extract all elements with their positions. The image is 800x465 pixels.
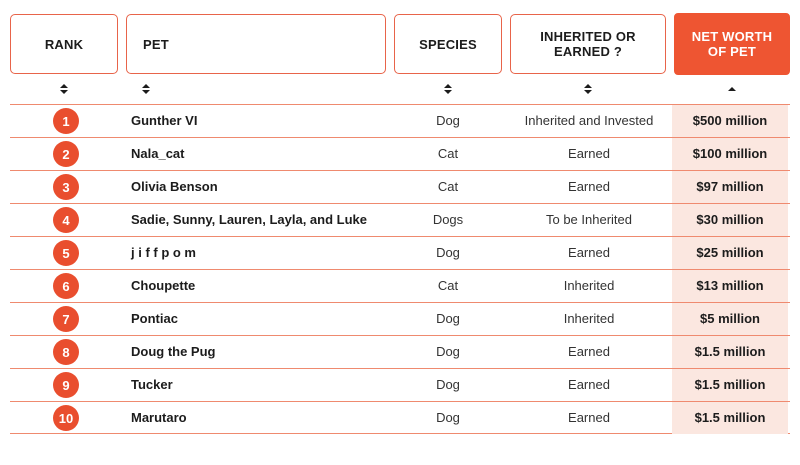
header-source[interactable]	[510, 14, 666, 74]
pet-species: Dog	[436, 311, 460, 326]
net-worth-value: $1.5 million	[672, 402, 788, 434]
net-worth-value: $5 million	[672, 303, 788, 335]
wealth-source: Earned	[568, 245, 610, 260]
pet-name: Tucker	[131, 377, 173, 392]
wealth-source: Inherited	[563, 311, 615, 326]
header-species-label: SPECIES	[419, 36, 477, 52]
net-worth-value: $13 million	[672, 270, 788, 302]
table-row[interactable]	[10, 170, 790, 203]
pet-species: Dogs	[432, 212, 464, 227]
rank-badge: 6	[53, 273, 79, 299]
table-row[interactable]	[10, 302, 790, 335]
rank-badge: 3	[53, 174, 79, 200]
pet-species: Dog	[436, 377, 460, 392]
net-worth-value: $1.5 million	[672, 336, 788, 368]
table-body	[10, 104, 790, 434]
table-row[interactable]	[10, 104, 790, 137]
header-net-worth-label-line1: NET WORTH	[691, 29, 773, 44]
rank-badge: 7	[53, 306, 79, 332]
pet-name: Gunther VI	[131, 113, 198, 128]
sort-species-icon[interactable]	[443, 83, 453, 97]
table-row[interactable]	[10, 368, 790, 401]
rank-badge: 2	[53, 141, 79, 167]
header-net-worth-label-line2: OF PET	[707, 44, 757, 59]
wealth-source: Inherited and Invested	[524, 113, 654, 128]
net-worth-value: $25 million	[672, 237, 788, 269]
pet-species: Dog	[436, 410, 460, 425]
pet-species: Cat	[437, 146, 459, 161]
pet-species: Cat	[437, 179, 459, 194]
table-row[interactable]	[10, 236, 790, 269]
table-row[interactable]	[10, 203, 790, 236]
wealth-source: Earned	[568, 377, 610, 392]
sort-source-icon[interactable]	[583, 83, 593, 97]
wealth-source: Earned	[568, 344, 610, 359]
rank-badge: 5	[53, 240, 79, 266]
pet-name: Choupette	[131, 278, 196, 293]
table-row[interactable]	[10, 269, 790, 302]
header-pet-label: PET	[143, 36, 169, 52]
pet-name: Sadie, Sunny, Lauren, Layla, and Luke	[131, 212, 367, 227]
pet-name: Doug the Pug	[131, 344, 216, 359]
wealth-source: Earned	[568, 146, 610, 161]
rank-badge: 4	[53, 207, 79, 233]
header-source-label-line1: INHERITED OR	[540, 29, 636, 44]
header-species[interactable]	[394, 14, 502, 74]
wealth-source: Earned	[568, 179, 610, 194]
pet-species: Dog	[436, 245, 460, 260]
pet-name: Olivia Benson	[131, 179, 218, 194]
pet-species: Dog	[436, 113, 460, 128]
pet-species: Dog	[436, 344, 460, 359]
rank-badge: 1	[53, 108, 79, 134]
table-row[interactable]	[10, 137, 790, 170]
sort-rank-icon[interactable]	[59, 83, 69, 97]
wealth-source: Inherited	[563, 278, 615, 293]
net-worth-value: $97 million	[672, 171, 788, 203]
header-rank[interactable]	[10, 14, 118, 74]
header-rank-label: RANK	[44, 36, 84, 52]
table-row[interactable]	[10, 401, 790, 434]
sort-net-worth-icon[interactable]	[727, 83, 737, 97]
net-worth-value: $500 million	[672, 105, 788, 137]
wealth-source: Earned	[568, 410, 610, 425]
table-row[interactable]	[10, 335, 790, 368]
header-pet[interactable]	[126, 14, 386, 74]
rank-badge: 9	[53, 372, 79, 398]
header-net-worth[interactable]	[674, 13, 790, 75]
pet-name: Nala_cat	[131, 146, 185, 161]
wealth-source: To be Inherited	[545, 212, 632, 227]
pet-name: j i f f p o m	[131, 245, 196, 260]
rank-badge: 8	[53, 339, 79, 365]
net-worth-value: $100 million	[672, 138, 788, 170]
pet-name: Pontiac	[131, 311, 178, 326]
sort-pet-icon[interactable]	[141, 83, 151, 97]
header-source-label-line2: EARNED ?	[553, 44, 623, 59]
pet-species: Cat	[437, 278, 459, 293]
net-worth-value: $1.5 million	[672, 369, 788, 401]
net-worth-value: $30 million	[672, 204, 788, 236]
pet-name: Marutaro	[131, 410, 187, 425]
rank-badge: 10	[53, 405, 79, 431]
